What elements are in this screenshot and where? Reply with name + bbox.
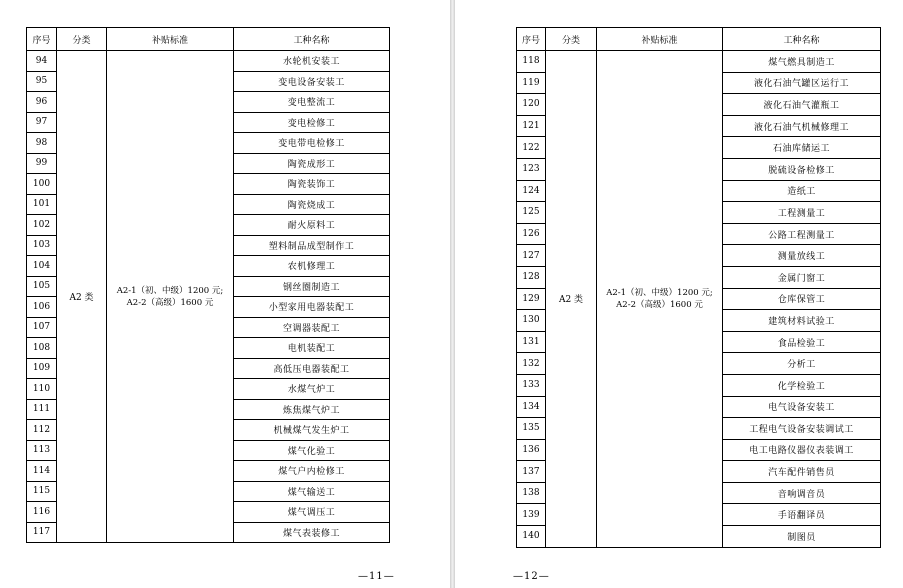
row-job-name: 公路工程测量工 bbox=[723, 223, 881, 245]
page-number-right: —12— bbox=[513, 571, 550, 582]
row-job-name: 液化石油气罐区运行工 bbox=[723, 72, 881, 94]
row-seq: 124 bbox=[517, 180, 546, 202]
subsidy-table-right bbox=[516, 27, 881, 548]
row-job-name: 化学检验工 bbox=[723, 374, 881, 396]
row-seq: 98 bbox=[27, 133, 57, 154]
row-seq: 131 bbox=[517, 331, 546, 353]
row-seq: 96 bbox=[27, 92, 57, 113]
row-job-name: 测量放线工 bbox=[723, 245, 881, 267]
row-job-name: 电气设备安装工 bbox=[723, 396, 881, 418]
row-job-name: 水煤气炉工 bbox=[234, 379, 390, 400]
row-seq: 107 bbox=[27, 317, 57, 338]
row-seq: 137 bbox=[517, 461, 546, 483]
row-job-name: 建筑材料试验工 bbox=[723, 310, 881, 332]
row-job-name: 陶瓷装饰工 bbox=[234, 174, 390, 195]
row-seq: 116 bbox=[27, 502, 57, 523]
row-job-name: 金属门窗工 bbox=[723, 266, 881, 288]
row-job-name: 手语翻译员 bbox=[723, 504, 881, 526]
row-seq: 97 bbox=[27, 112, 57, 133]
header-job: 工种名称 bbox=[234, 28, 390, 51]
row-seq: 120 bbox=[517, 94, 546, 116]
row-seq: 123 bbox=[517, 158, 546, 180]
standard-line-2: A2-2（高级）1600 元 bbox=[126, 297, 214, 308]
row-seq: 126 bbox=[517, 223, 546, 245]
standard-cell bbox=[597, 51, 723, 548]
row-seq: 106 bbox=[27, 297, 57, 318]
row-job-name: 耐火原料工 bbox=[234, 215, 390, 236]
table-header-row bbox=[27, 28, 390, 51]
table-row bbox=[517, 51, 881, 73]
row-job-name: 煤气户内检修工 bbox=[234, 461, 390, 482]
category-cell: A2 类 bbox=[546, 51, 597, 548]
row-job-name: 小型家用电器装配工 bbox=[234, 297, 390, 318]
row-seq: 135 bbox=[517, 418, 546, 440]
row-job-name: 煤气表装修工 bbox=[234, 522, 390, 543]
row-seq: 111 bbox=[27, 399, 57, 420]
table-row bbox=[27, 51, 390, 72]
page-right bbox=[455, 0, 903, 588]
row-job-name: 煤气化验工 bbox=[234, 440, 390, 461]
page-left bbox=[0, 0, 450, 588]
row-job-name: 空调器装配工 bbox=[234, 317, 390, 338]
row-job-name: 电机装配工 bbox=[234, 338, 390, 359]
row-seq: 112 bbox=[27, 420, 57, 441]
row-job-name: 陶瓷烧成工 bbox=[234, 194, 390, 215]
row-job-name: 液化石油气灌瓶工 bbox=[723, 94, 881, 116]
row-job-name: 造纸工 bbox=[723, 180, 881, 202]
row-seq: 133 bbox=[517, 374, 546, 396]
row-seq: 113 bbox=[27, 440, 57, 461]
row-seq: 115 bbox=[27, 481, 57, 502]
row-job-name: 煤气输送工 bbox=[234, 481, 390, 502]
row-job-name: 机械煤气发生炉工 bbox=[234, 420, 390, 441]
row-seq: 105 bbox=[27, 276, 57, 297]
row-seq: 122 bbox=[517, 137, 546, 159]
header-category: 分类 bbox=[546, 28, 597, 51]
row-seq: 128 bbox=[517, 266, 546, 288]
row-job-name: 农机修理工 bbox=[234, 256, 390, 277]
row-seq: 108 bbox=[27, 338, 57, 359]
row-job-name: 高低压电器装配工 bbox=[234, 358, 390, 379]
row-seq: 95 bbox=[27, 71, 57, 92]
table-body-right bbox=[517, 51, 881, 548]
row-seq: 110 bbox=[27, 379, 57, 400]
standard-line-2: A2-2（高级）1600 元 bbox=[616, 299, 703, 310]
subsidy-table-left bbox=[26, 27, 390, 543]
header-category: 分类 bbox=[57, 28, 107, 51]
header-job: 工种名称 bbox=[723, 28, 881, 51]
row-job-name: 工程电气设备安装调试工 bbox=[723, 418, 881, 440]
row-job-name: 煤气调压工 bbox=[234, 502, 390, 523]
row-job-name: 脱硫设备检修工 bbox=[723, 158, 881, 180]
row-job-name: 食品检验工 bbox=[723, 331, 881, 353]
category-cell: A2 类 bbox=[57, 51, 107, 543]
row-seq: 127 bbox=[517, 245, 546, 267]
row-job-name: 变电带电检修工 bbox=[234, 133, 390, 154]
row-job-name: 陶瓷成形工 bbox=[234, 153, 390, 174]
row-job-name: 塑料制品成型制作工 bbox=[234, 235, 390, 256]
table-body-left bbox=[27, 51, 390, 543]
row-job-name: 变电设备安装工 bbox=[234, 71, 390, 92]
row-job-name: 制图员 bbox=[723, 526, 881, 548]
row-job-name: 石油库储运工 bbox=[723, 137, 881, 159]
header-standard: 补贴标准 bbox=[597, 28, 723, 51]
row-job-name: 仓库保管工 bbox=[723, 288, 881, 310]
row-job-name: 水轮机安装工 bbox=[234, 51, 390, 72]
row-seq: 117 bbox=[27, 522, 57, 543]
row-seq: 134 bbox=[517, 396, 546, 418]
table-header-row bbox=[517, 28, 881, 51]
row-seq: 139 bbox=[517, 504, 546, 526]
row-job-name: 电工电路仪器仪表装调工 bbox=[723, 439, 881, 461]
row-seq: 125 bbox=[517, 202, 546, 224]
standard-line-1: A2-1（初、中级）1200 元; bbox=[116, 285, 224, 296]
row-seq: 99 bbox=[27, 153, 57, 174]
row-seq: 104 bbox=[27, 256, 57, 277]
row-seq: 130 bbox=[517, 310, 546, 332]
header-seq: 序号 bbox=[27, 28, 57, 51]
row-job-name: 汽车配件销售员 bbox=[723, 461, 881, 483]
row-seq: 102 bbox=[27, 215, 57, 236]
row-seq: 109 bbox=[27, 358, 57, 379]
row-seq: 100 bbox=[27, 174, 57, 195]
row-job-name: 分析工 bbox=[723, 353, 881, 375]
row-seq: 129 bbox=[517, 288, 546, 310]
header-seq: 序号 bbox=[517, 28, 546, 51]
page-number-left: —11— bbox=[358, 571, 395, 582]
standard-line-1: A2-1（初、中级）1200 元; bbox=[606, 287, 713, 298]
row-job-name: 变电整流工 bbox=[234, 92, 390, 113]
row-job-name: 煤气燃具制造工 bbox=[723, 51, 881, 73]
standard-cell bbox=[107, 51, 234, 543]
row-seq: 114 bbox=[27, 461, 57, 482]
row-job-name: 钢丝圈制造工 bbox=[234, 276, 390, 297]
row-seq: 138 bbox=[517, 482, 546, 504]
row-job-name: 变电检修工 bbox=[234, 112, 390, 133]
row-job-name: 液化石油气机械修理工 bbox=[723, 115, 881, 137]
row-job-name: 音响调音员 bbox=[723, 482, 881, 504]
row-seq: 94 bbox=[27, 51, 57, 72]
row-seq: 132 bbox=[517, 353, 546, 375]
row-seq: 140 bbox=[517, 526, 546, 548]
row-seq: 121 bbox=[517, 115, 546, 137]
row-seq: 101 bbox=[27, 194, 57, 215]
header-standard: 补贴标准 bbox=[107, 28, 234, 51]
row-seq: 118 bbox=[517, 51, 546, 73]
row-seq: 103 bbox=[27, 235, 57, 256]
row-job-name: 工程测量工 bbox=[723, 202, 881, 224]
row-seq: 136 bbox=[517, 439, 546, 461]
row-seq: 119 bbox=[517, 72, 546, 94]
row-job-name: 炼焦煤气炉工 bbox=[234, 399, 390, 420]
